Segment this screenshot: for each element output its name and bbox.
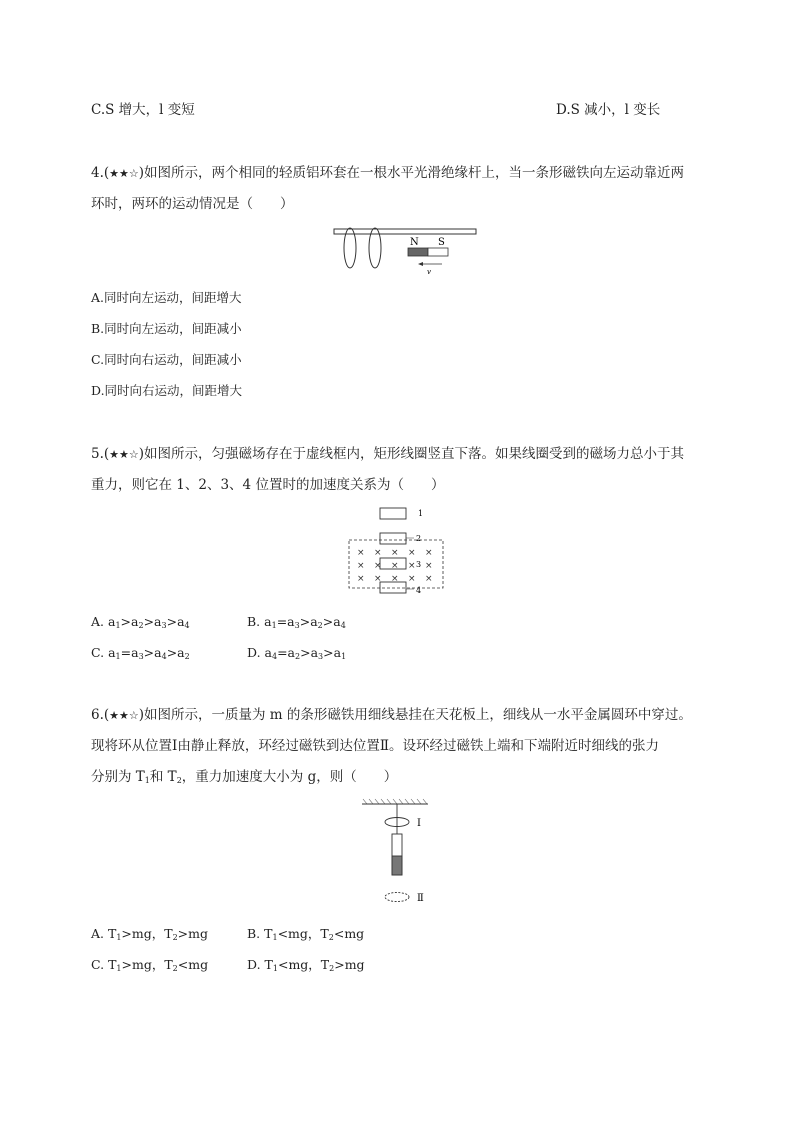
q3-option-d: D.S 减小，l 变长 — [556, 102, 661, 118]
difficulty-stars-icon: ★★☆ — [109, 448, 139, 461]
magnet-s-label: S — [438, 237, 445, 248]
svg-text:×: × — [374, 561, 382, 571]
svg-text:×: × — [357, 561, 365, 571]
svg-text:3: 3 — [416, 560, 422, 569]
q4-figure — [330, 224, 480, 276]
q5-option-b: B. $a_1=a_3>a_2>a_4$ — [247, 614, 346, 630]
svg-text:Ⅱ: Ⅱ — [417, 893, 424, 904]
q6-option-c: C. $T_1>mg$，$T_2<mg$ — [91, 957, 209, 973]
difficulty-stars-icon: ★★☆ — [109, 167, 139, 180]
svg-text:×: × — [408, 574, 416, 584]
q6-stem-line2: 现将环从位置Ⅰ由静止释放，环经过磁铁到达位置Ⅱ。设环经过磁铁上端和下端附近时细线的张力 — [91, 738, 660, 754]
q4-stem-line2: 环时，两环的运动情况是（ ） — [91, 196, 294, 212]
q6-stem-line1: 6.(★★☆)如图所示，一质量为 m 的条形磁铁用细线悬挂在天花板上，细线从一水平金属圆环中穿过。 — [91, 707, 692, 723]
svg-text:Ⅰ: Ⅰ — [417, 818, 421, 829]
q4-option-d: D.同时向右运动，间距增大 — [91, 383, 243, 398]
q4-option-a: A.同时向左运动，间距增大 — [91, 290, 242, 305]
svg-text:×: × — [408, 561, 416, 571]
svg-text:×: × — [391, 548, 399, 558]
q5-stem-line1: 5.(★★☆)如图所示，匀强磁场存在于虚线框内，矩形线圈竖直下落。如果线圈受到的磁场力总小于其 — [91, 446, 685, 462]
magnet-north — [408, 248, 428, 256]
svg-text:×: × — [391, 574, 399, 584]
difficulty-stars-icon: ★★☆ — [109, 709, 139, 722]
svg-text:×: × — [425, 548, 433, 558]
q5-option-d: D. $a_4=a_2>a_3>a_1$ — [247, 645, 347, 661]
svg-text:×: × — [425, 561, 433, 571]
svg-text:×: × — [357, 548, 365, 558]
svg-text:×: × — [391, 561, 399, 571]
svg-text:1: 1 — [418, 509, 424, 518]
magnet-n-label: N — [410, 237, 419, 248]
coil-position-1 — [380, 508, 406, 519]
q6-figure — [355, 798, 445, 910]
field-crosses — [357, 548, 433, 584]
svg-text:×: × — [374, 548, 382, 558]
q6-option-b: B. $T_1<mg$，$T_2<mg$ — [247, 926, 365, 942]
q5-stem-line2: 重力，则它在 1、2、3、4 位置时的加速度关系为（ ） — [91, 477, 445, 493]
q6-stem-line3: 分别为 $T_1$和 $T_2$，重力加速度大小为 g，则（ ） — [91, 769, 398, 785]
velocity-label: v — [427, 268, 431, 276]
q5-option-c: C. $a_1=a_3>a_4>a_2$ — [91, 645, 190, 661]
ring-position-2 — [385, 893, 409, 902]
coil-position-2 — [380, 533, 406, 544]
q6-option-d: D. $T_1<mg$，$T_2>mg$ — [247, 957, 365, 973]
svg-text:×: × — [408, 548, 416, 558]
q4-option-b: B.同时向左运动，间距减小 — [91, 321, 242, 336]
bar-magnet-lower-half — [392, 856, 402, 875]
svg-text:×: × — [425, 574, 433, 584]
ceiling-hatch — [363, 799, 427, 804]
q6-option-a: A. $T_1>mg$，$T_2>mg$ — [91, 926, 209, 942]
svg-text:2: 2 — [416, 534, 422, 543]
svg-text:×: × — [357, 574, 365, 584]
q3-option-c: C.S 增大，l 变短 — [91, 102, 195, 118]
magnet-south — [428, 248, 448, 256]
q4-option-c: C.同时向右运动，间距减小 — [91, 352, 242, 367]
svg-text:×: × — [374, 574, 382, 584]
q5-option-a: A. $a_1>a_2>a_3>a_4$ — [91, 614, 190, 630]
q4-stem-line1: 4.(★★☆)如图所示，两个相同的轻质铝环套在一根水平光滑绝缘杆上，当一条形磁铁向左运动靠近两 — [91, 165, 685, 181]
svg-text:4: 4 — [416, 586, 422, 595]
q5-figure — [344, 502, 450, 598]
